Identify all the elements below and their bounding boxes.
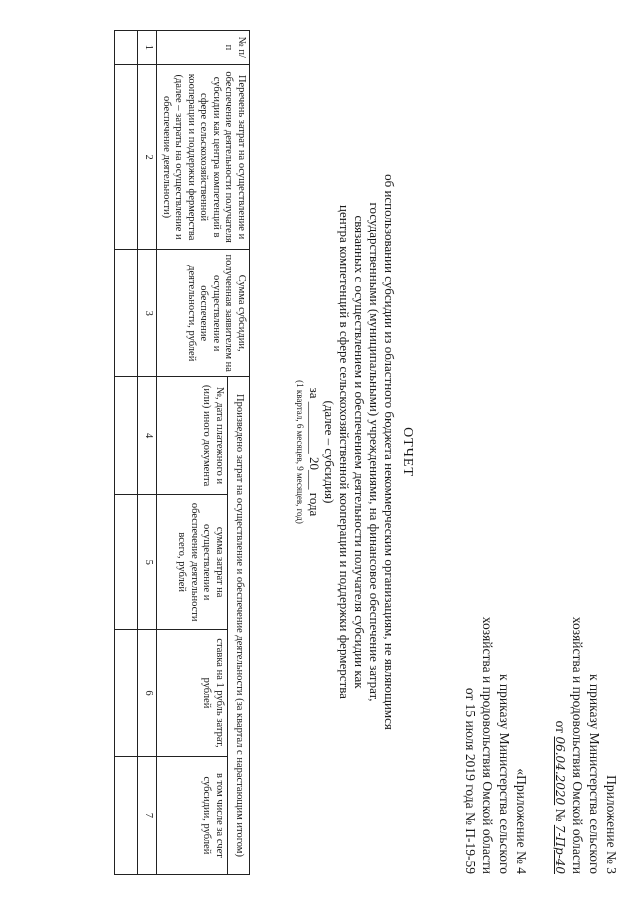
table-cell	[115, 495, 138, 630]
table-column-numbers-row	[138, 31, 157, 875]
header-col6: ставка на 1 рубль затрат, рублей	[157, 630, 227, 757]
header-group: Произведено затрат на осуществление и обеспечение деятельности (за квартал с нарастающим итогом)	[227, 377, 249, 875]
column-number: 7	[138, 756, 157, 874]
header-col3: Сумма субсидии, полученная заявителем на осуществление и обеспечение деятельности, рублей	[157, 250, 250, 377]
table-cell	[115, 31, 138, 65]
column-number: 2	[138, 64, 157, 250]
header-col7: в том числе за счет субсидии, рублей	[157, 756, 227, 874]
column-number: 4	[138, 377, 157, 495]
report-subtitle-line: центра компетенций в сфере сельскохозяйственной кооперации и поддержки фермерства	[337, 205, 352, 699]
annex-4-line2: к приказу Министерства сельского	[497, 673, 512, 874]
report-subtitle-line: об использовании субсидии из областного бюджета некоммерческим организациям, не являющимся	[382, 174, 397, 730]
header-col4: №, дата платежного и (или) иного документа	[157, 377, 227, 495]
report-table	[115, 30, 251, 875]
report-period-note: (1 квартал, 6 месяцев, 9 месяцев, год)	[295, 380, 305, 524]
column-number: 6	[138, 630, 157, 757]
report-subtitle-line: (далее – субсидия)	[322, 400, 337, 504]
annex-4-header	[462, 617, 530, 874]
annex-3-line3: хозяйства и продовольствия Омской области	[570, 616, 585, 874]
annex-3-header	[551, 617, 620, 874]
annex-4-line4: от 15 июля 2019 года № П-19-59	[463, 687, 478, 874]
annex-3-date-prefix: от	[553, 720, 568, 734]
header-col1: № п/п	[157, 31, 250, 65]
report-period: за ________ 20___ года	[307, 387, 322, 517]
report-title-block	[292, 12, 415, 892]
table-cell	[115, 756, 138, 874]
annex-3-number-sign: №	[553, 808, 568, 822]
table-cell	[115, 377, 138, 495]
table-header-row	[227, 31, 249, 875]
column-number: 1	[138, 31, 157, 65]
annex-3-line2: к приказу Министерства сельского	[587, 673, 602, 874]
report-title: ОТЧЕТ	[400, 427, 415, 477]
document-page	[10, 12, 630, 892]
header-col2: Перечень затрат на осуществление и обеспечение деятельности получателя субсидии как центра компетенций в сфере сельскохозяйственной кооперации и поддержки фермерства (далее – затраты на осуществление и обеспечение деятельности)	[157, 64, 250, 250]
report-subtitle-line: государственными (муниципальными) учреждениями, на финансовое обеспечение затрат,	[367, 202, 382, 702]
annex-4-line3: хозяйства и продовольствия Омской области	[480, 616, 495, 874]
annex-3-line1: Приложение № 3	[604, 775, 619, 874]
handwritten-number: 7-Пр-40	[553, 824, 567, 874]
column-number: 5	[138, 495, 157, 630]
annex-3-line4	[551, 617, 569, 874]
table-cell	[115, 250, 138, 377]
column-number: 3	[138, 250, 157, 377]
handwritten-date: 06.04.2020	[553, 736, 567, 806]
annex-4-line1: «Приложение № 4	[514, 768, 529, 874]
table-cell	[115, 64, 138, 250]
report-subtitle-line: связанных с осуществлением и обеспечением деятельности получателя субсидии как	[352, 215, 367, 689]
table-cell	[115, 630, 138, 757]
table-row	[115, 31, 138, 875]
header-col5: сумма затрат на осуществление и обеспечение деятельности всего, рублей	[157, 495, 227, 630]
